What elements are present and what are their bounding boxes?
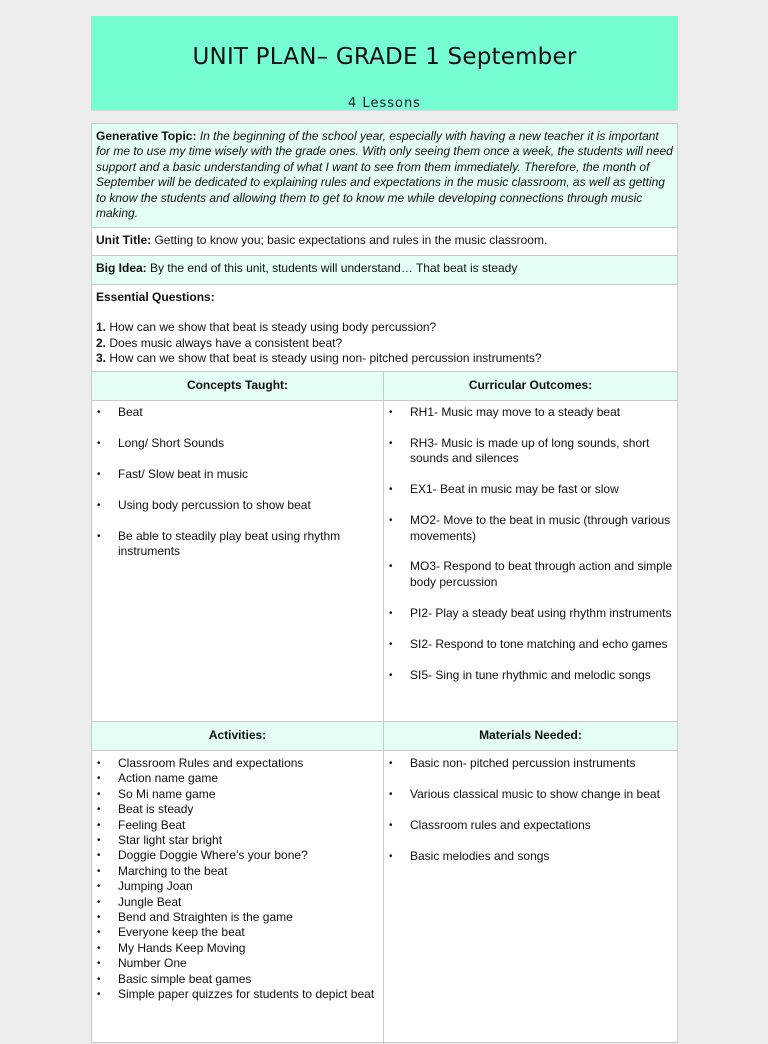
list-item: • Bend and Straighten is the game	[92, 910, 383, 925]
list-item: • Long/ Short Sounds	[92, 436, 383, 451]
activities-materials-body-row	[92, 751, 677, 1044]
unit-title-label: Unit Title:	[96, 233, 152, 247]
list-item: • RH1- Music may move to a steady beat	[384, 405, 677, 420]
list-item: • Beat	[92, 405, 383, 420]
question-item: 2. Does music always have a consistent beat?	[96, 335, 343, 350]
list-item: • MO3- Respond to beat through action and simple body percussion	[384, 559, 677, 590]
list-item: • Using body percussion to show beat	[92, 498, 383, 513]
list-item: • So Mi name game	[92, 787, 383, 802]
concepts-outcomes-body-row	[92, 401, 677, 722]
activities-header: Activities:	[92, 722, 384, 750]
essential-questions-row	[92, 285, 677, 372]
big-idea-label: Big Idea:	[96, 261, 147, 275]
list-item: • Feeling Beat	[92, 818, 383, 833]
list-item: • SI5- Sing in tune rhythmic and melodic songs	[384, 668, 677, 683]
list-item: • SI2- Respond to tone matching and echo games	[384, 637, 677, 652]
materials-header: Materials Needed:	[479, 728, 582, 742]
list-item: • PI2- Play a steady beat using rhythm instruments	[384, 606, 677, 621]
list-item: • Jungle Beat	[92, 895, 383, 910]
activities-materials-header-row	[92, 722, 677, 751]
list-item: • My Hands Keep Moving	[92, 941, 383, 956]
essential-questions-label: Essential Questions:	[96, 290, 215, 304]
list-item: • Be able to steadily play beat using rhythm instruments	[92, 529, 383, 560]
list-item: • Classroom Rules and expectations	[92, 756, 383, 771]
big-idea-text: By the end of this unit, students will understand… That beat is steady	[150, 261, 518, 275]
activities-cell	[92, 751, 384, 1044]
list-item: • Simple paper quizzes for students to depict beat	[92, 987, 383, 1002]
unit-title-text: Getting to know you; basic expectations and rules in the music classroom.	[154, 233, 548, 247]
title-banner	[91, 16, 678, 111]
list-item: • Jumping Joan	[92, 879, 383, 894]
concepts-cell	[92, 401, 384, 721]
outcomes-cell	[384, 401, 677, 721]
list-item: • Star light star bright	[92, 833, 383, 848]
materials-cell	[384, 751, 677, 1044]
outcomes-list	[384, 405, 677, 683]
unit-title-row	[92, 228, 677, 256]
lesson-count: 4 Lessons	[348, 96, 421, 111]
generative-topic-label: Generative Topic:	[96, 129, 197, 143]
list-item: • Various classical music to show change in beat	[384, 787, 677, 802]
list-item: • Number One	[92, 956, 383, 971]
list-item: • Beat is steady	[92, 802, 383, 817]
list-item: • EX1- Beat in music may be fast or slow	[384, 482, 677, 497]
question-item: 3. How can we show that beat is steady using non- pitched percussion instruments?	[96, 351, 542, 366]
question-item: 1. How can we show that beat is steady using body percussion?	[96, 320, 437, 335]
concepts-header: Concepts Taught:	[92, 372, 384, 400]
list-item: • Marching to the beat	[92, 864, 383, 879]
list-item: • Basic simple beat games	[92, 972, 383, 987]
list-item: • Fast/ Slow beat in music	[92, 467, 383, 482]
list-item: • Everyone keep the beat	[92, 925, 383, 940]
list-item: • Basic non- pitched percussion instruments	[384, 756, 677, 771]
generative-topic-row	[92, 124, 677, 228]
concepts-list	[92, 405, 383, 559]
generative-topic-text: In the beginning of the school year, especially with having a new teacher it is important for me to use my time wisely with the grade ones. With only seeing them once a week, the students will need support and a basic understanding of what I want to see from them immediately. Therefore, the month of September will be dedicated to explaining rules and expectations in the music classroom, as well as getting to know the students and allowing them to get to know me while developing connections through music making.	[96, 129, 673, 221]
concepts-outcomes-header-row	[92, 372, 677, 401]
page-title: UNIT PLAN– GRADE 1 September	[192, 44, 577, 70]
materials-list	[384, 756, 677, 864]
list-item: • RH3- Music is made up of long sounds, short sounds and silences	[384, 436, 677, 467]
list-item: • Action name game	[92, 771, 383, 786]
list-item: • MO2- Move to the beat in music (through various movements)	[384, 513, 677, 544]
outcomes-header: Curricular Outcomes:	[468, 378, 593, 392]
big-idea-row	[92, 256, 677, 285]
list-item: • Basic melodies and songs	[384, 849, 677, 864]
unit-plan-table	[91, 123, 678, 1043]
activities-list	[92, 756, 383, 1003]
list-item: • Classroom rules and expectations	[384, 818, 677, 833]
list-item: • Doggie Doggie Where's your bone?	[92, 848, 383, 863]
